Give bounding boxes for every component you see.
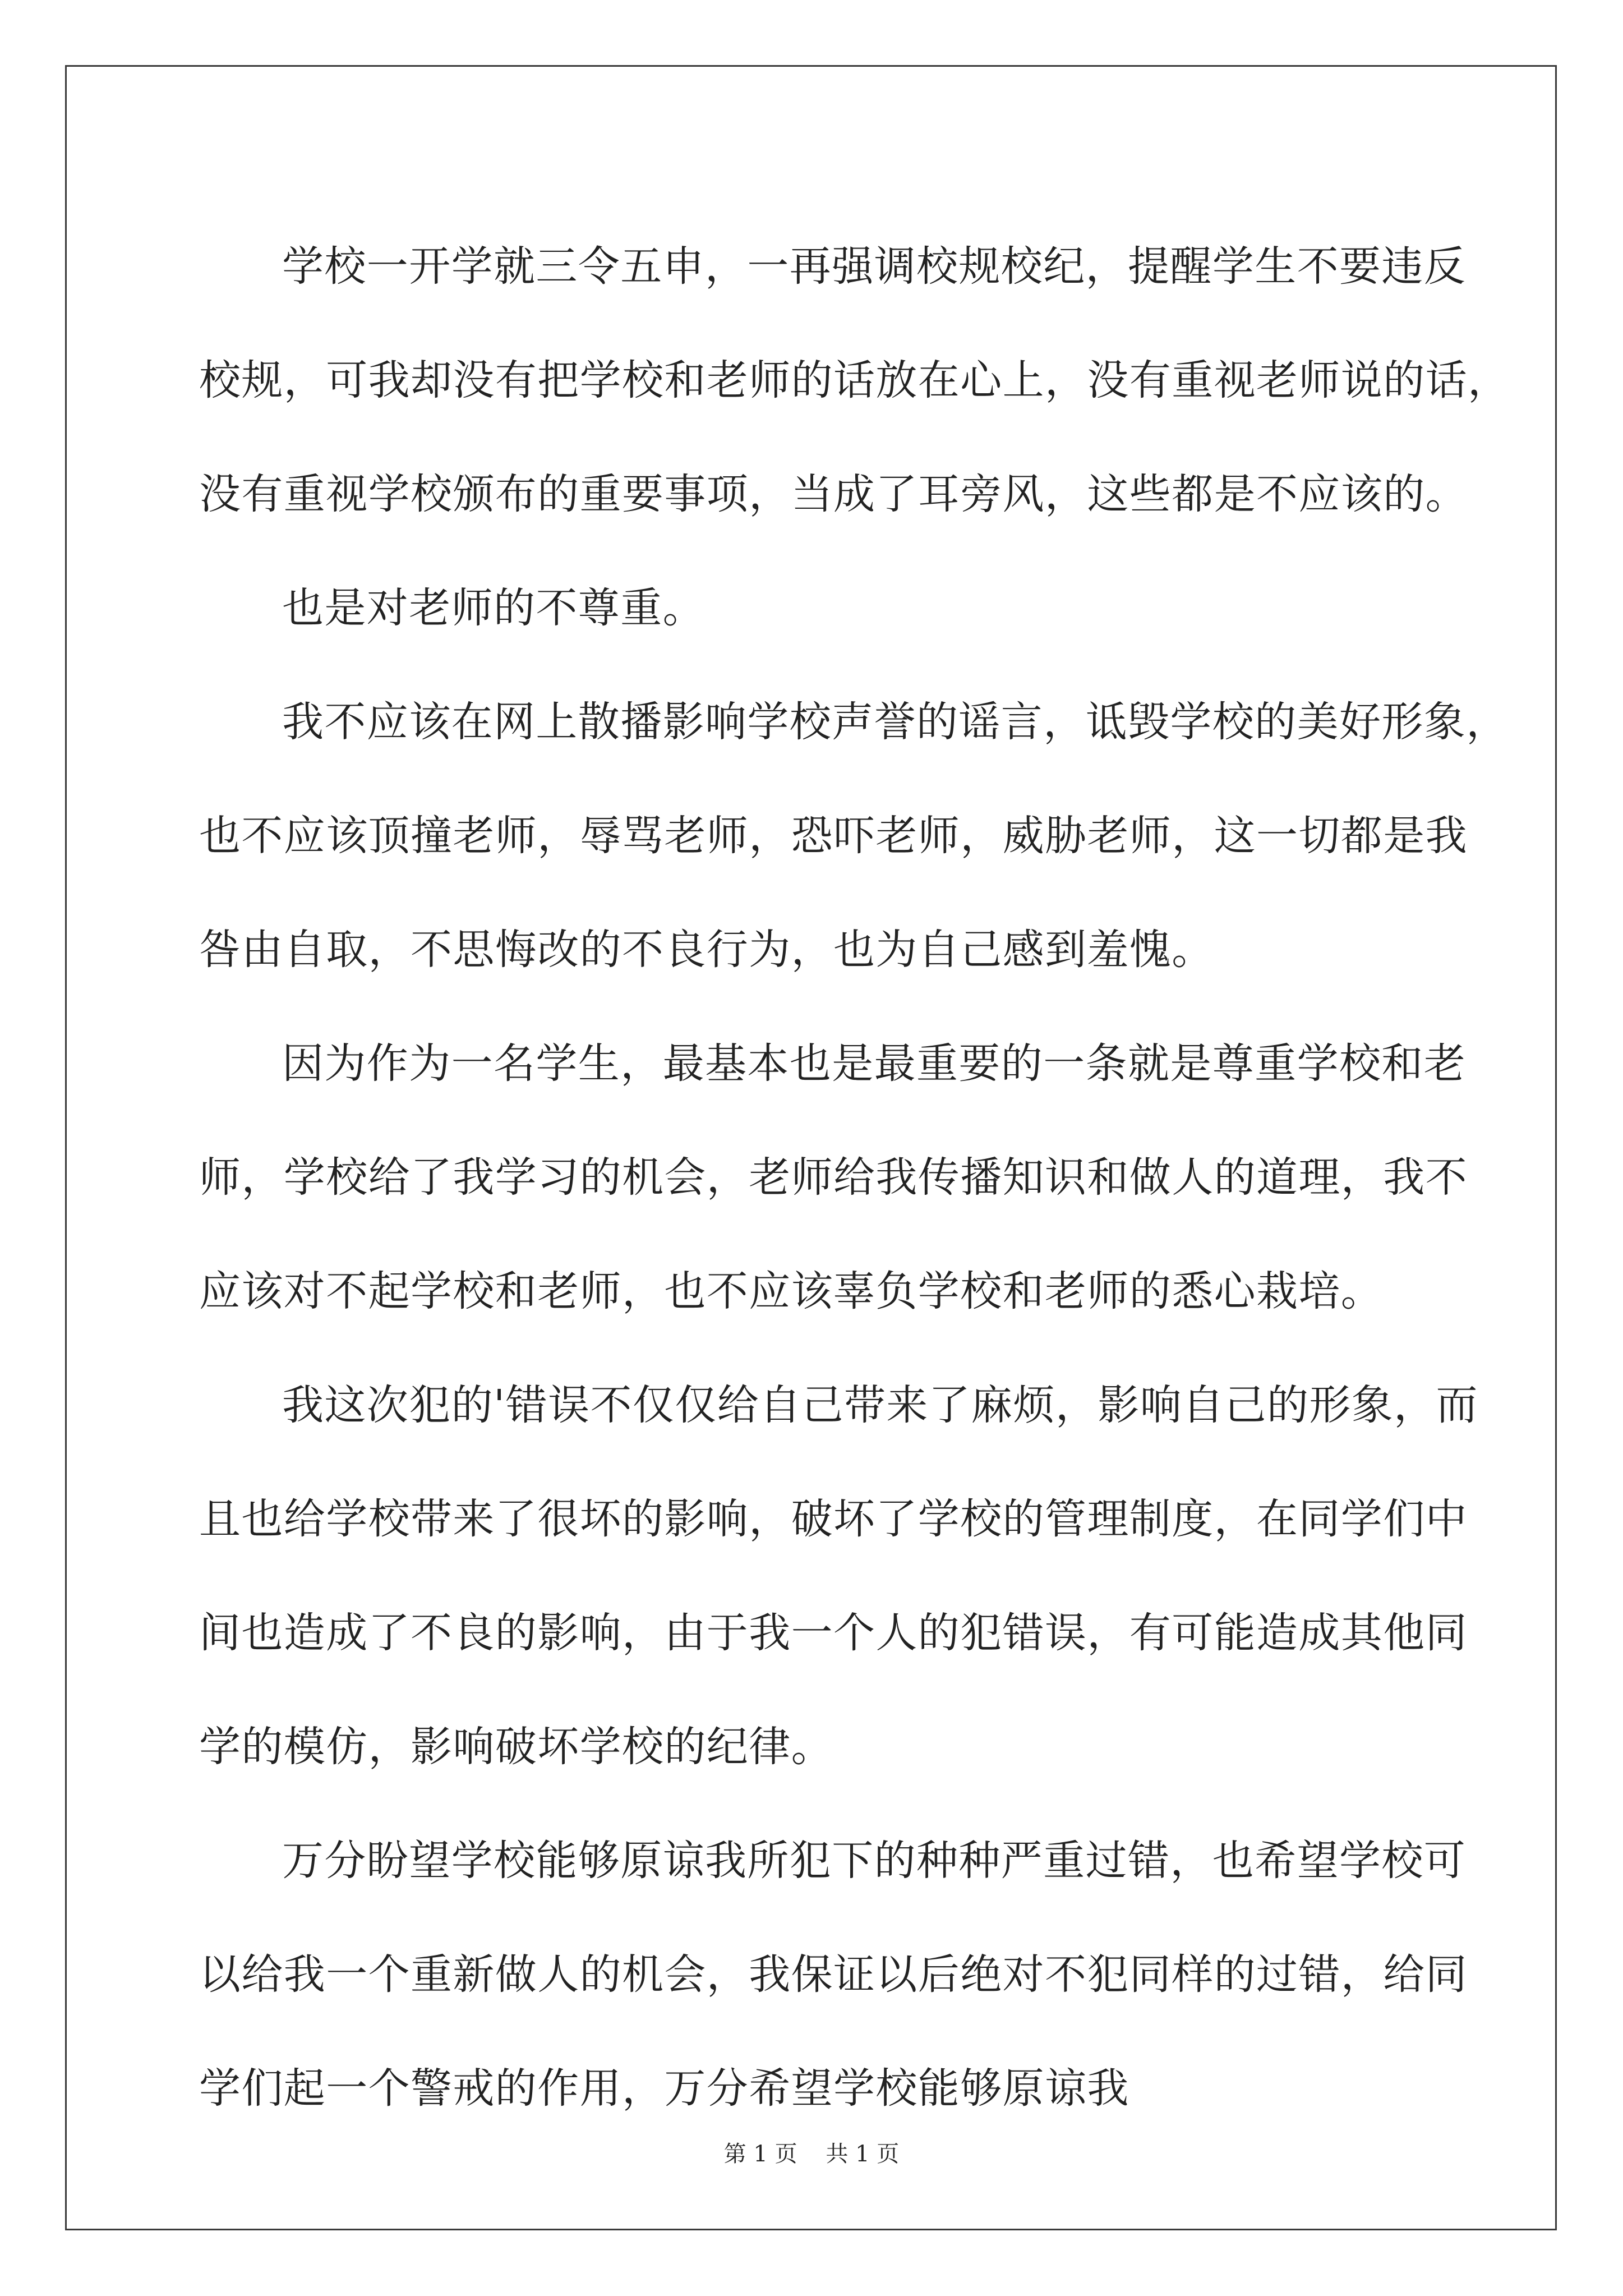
text-line: 万分盼望学校能够原谅我所犯下的种种严重过错，也希望学校可: [282, 1837, 1467, 1885]
text-line: 也不应该顶撞老师，辱骂老师，恐吓老师，威胁老师，这一切都是我: [199, 812, 1468, 860]
text-line: 间也造成了不良的影响，由于我一个人的犯错误，有可能造成其他同: [199, 1609, 1468, 1657]
text-line: 校规，可我却没有把学校和老师的话放在心上，没有重视老师说的话，: [199, 356, 1510, 404]
paragraph-5: [199, 1349, 1478, 1804]
text-line: 师，学校给了我学习的机会，老师给我传播知识和做人的道理，我不: [199, 1153, 1468, 1202]
text-line: 没有重视学校颁布的重要事项，当成了耳旁风，这些都是不应该的。: [199, 470, 1468, 518]
text-line: 以给我一个重新做人的机会，我保证以后绝对不犯同样的过错，给同: [199, 1950, 1468, 1999]
paragraph-1: [199, 210, 1510, 551]
text-line: 我不应该在网上散播影响学校声誉的谣言，诋毁学校的美好形象，: [282, 698, 1509, 746]
paragraph-6: [199, 1804, 1468, 2146]
text-line: 学的模仿，影响破坏学校的纪律。: [199, 1723, 833, 1771]
paragraph-2: [199, 551, 1433, 665]
paragraph-3: [199, 665, 1509, 1007]
text-line: 我这次犯的'错误不仅仅给自己带来了麻烦，影响自己的形象，而: [282, 1381, 1478, 1429]
text-line: 因为作为一名学生，最基本也是最重要的一条就是尊重学校和老: [282, 1039, 1467, 1088]
text-line: 也是对老师的不尊重。: [282, 584, 705, 632]
text-line: 学校一开学就三令五申，一再强调校规校纪，提醒学生不要违反: [282, 242, 1467, 291]
paragraph-4: [199, 1007, 1468, 1349]
document-body: [199, 210, 1510, 2146]
page-number-footer: 第 1 页 共 1 页: [723, 2141, 900, 2167]
text-line: 学们起一个警戒的作用，万分希望学校能够原谅我: [199, 2064, 1129, 2113]
text-line: 咎由自取，不思悔改的不良行为，也为自己感到羞愧。: [199, 926, 1214, 974]
text-line: 且也给学校带来了很坏的影响，破坏了学校的管理制度，在同学们中: [199, 1495, 1468, 1543]
text-line: 应该对不起学校和老师，也不应该辜负学校和老师的悉心栽培。: [199, 1267, 1384, 1315]
